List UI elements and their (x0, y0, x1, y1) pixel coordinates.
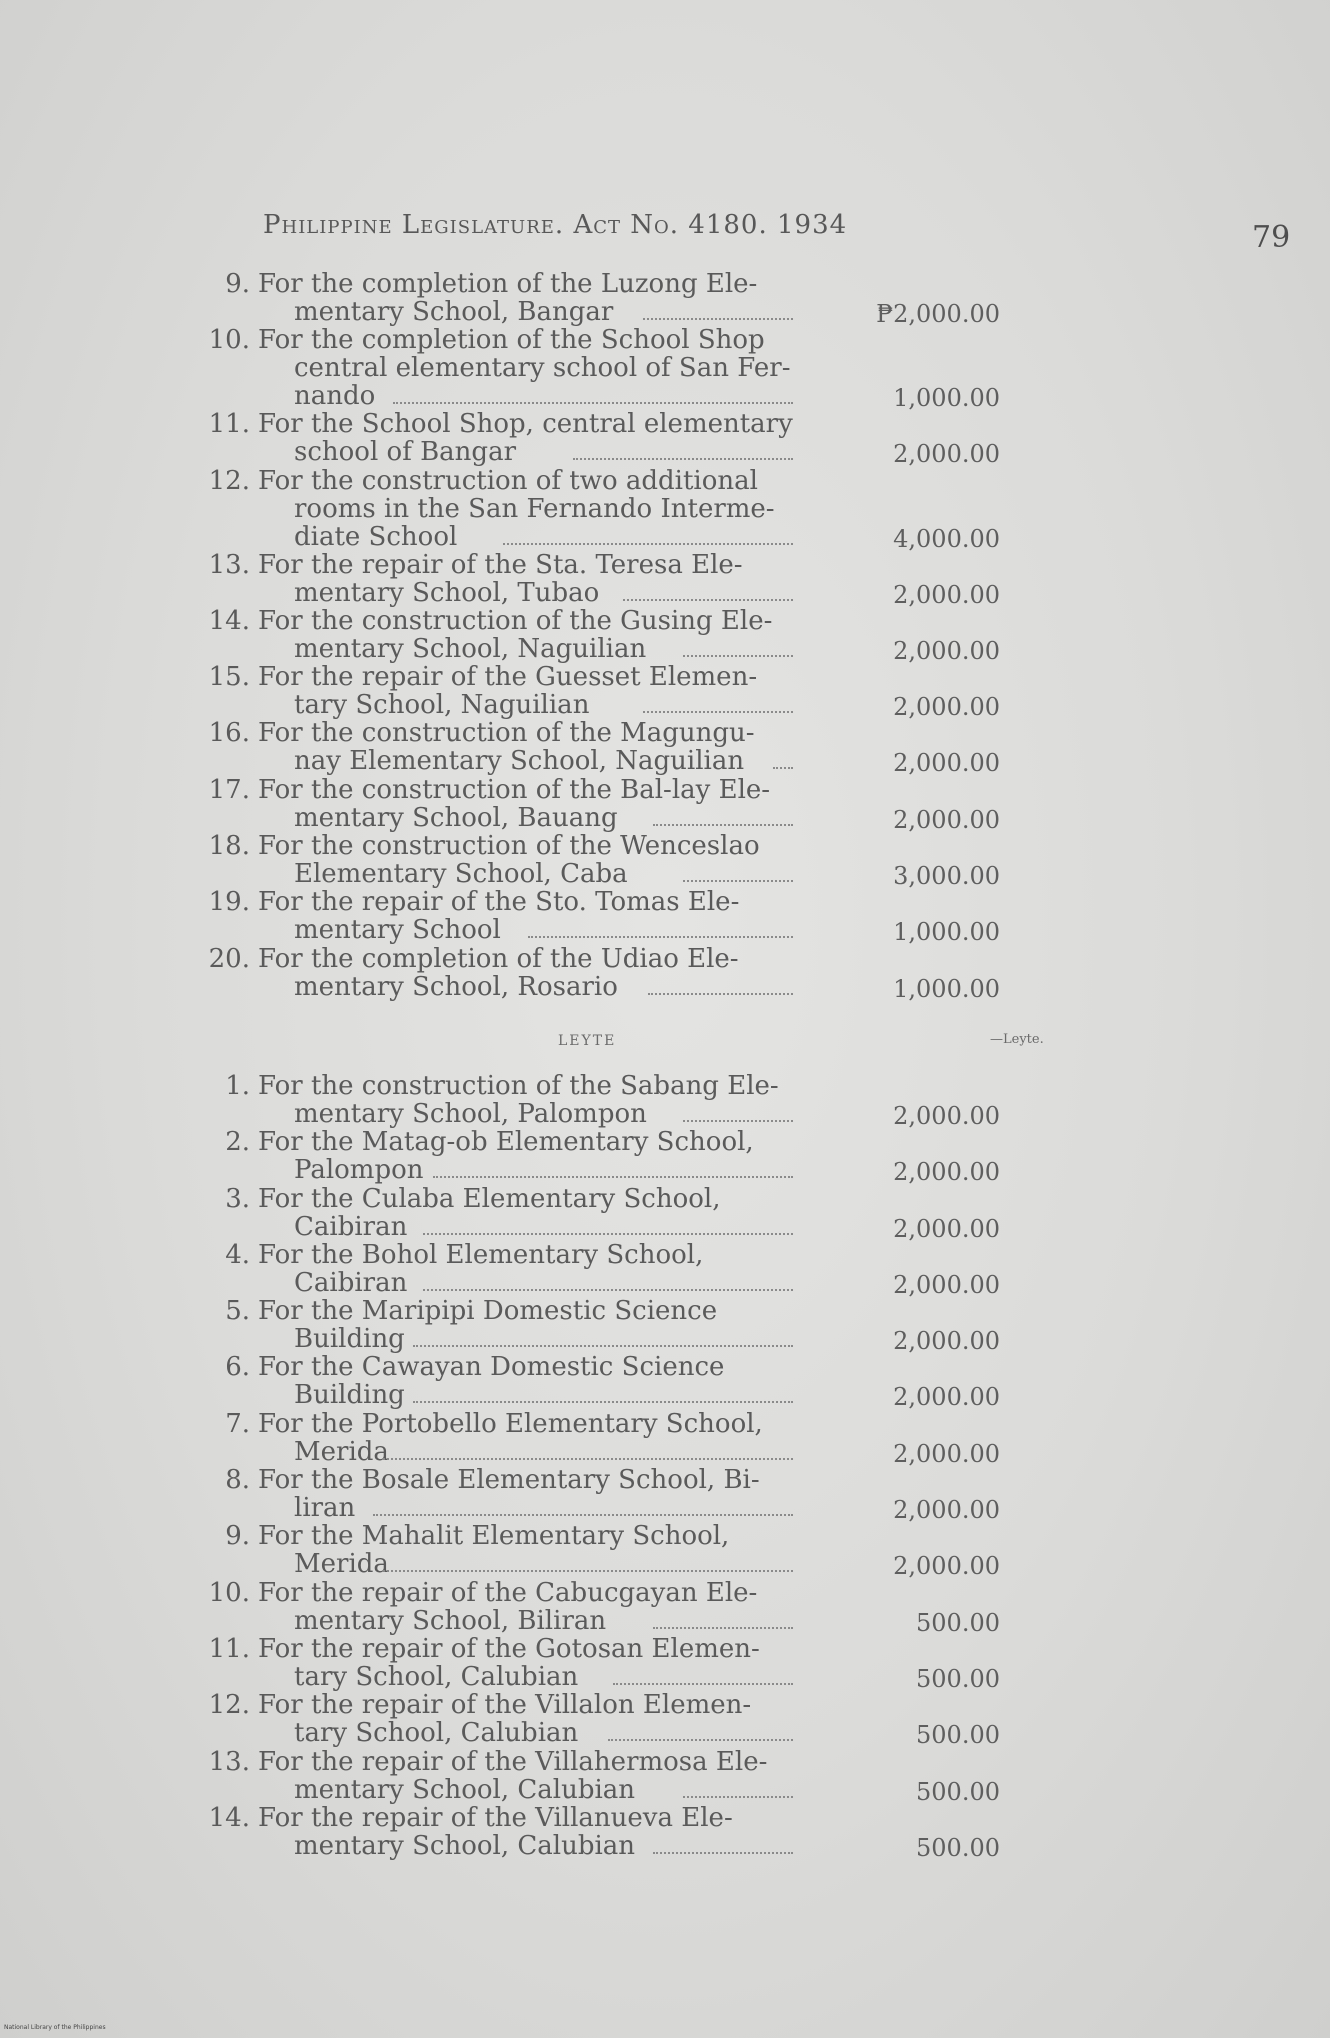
item-amount: 2,000.00 (893, 1214, 1000, 1243)
item-number: 7. (225, 1408, 250, 1439)
item-number: 13. (208, 549, 250, 580)
item-description: For the Bohol Elementary School, Caibiran (258, 1241, 793, 1297)
list-item (190, 887, 1090, 947)
list-item (190, 1635, 1090, 1691)
item-number: 2. (225, 1127, 250, 1158)
list-item (190, 467, 1090, 551)
item-amount: 2,000.00 (893, 693, 1000, 722)
list-item (190, 607, 1090, 663)
section-heading-leyte: LEYTE (558, 1033, 617, 1049)
item-amount: 500.00 (916, 1833, 1000, 1862)
item-number: 6. (225, 1352, 250, 1383)
item-description: For the Bosale Elementary School, Bi- liran (258, 1466, 793, 1522)
item-amount: 500.00 (916, 1608, 1000, 1637)
item-number: 10. (208, 325, 250, 356)
item-number: 16. (208, 718, 250, 749)
item-amount: ₱2,000.00 (876, 300, 1000, 328)
list-item (190, 1241, 1090, 1297)
item-amount: 1,000.00 (893, 974, 1000, 1003)
item-amount: 2,000.00 (893, 1439, 1000, 1468)
item-amount: 2,000.00 (893, 1496, 1000, 1525)
item-number: 15. (208, 662, 250, 693)
item-number: 17. (208, 774, 250, 805)
item-description: For the Portobello Elementary School, Merida (258, 1410, 793, 1466)
item-description: For the repair of the Sto. Tomas Ele- mentary School (258, 888, 793, 944)
item-amount: 1,000.00 (893, 918, 1000, 947)
item-description: For the repair of the Guesset Elemen- tary School, Naguilian (258, 663, 793, 719)
item-amount: 4,000.00 (893, 524, 1000, 553)
list-item (190, 831, 1090, 891)
list-item (190, 1690, 1090, 1750)
list-item (190, 1072, 1090, 1128)
item-amount: 2,000.00 (893, 1102, 1000, 1130)
list-item (190, 776, 1090, 832)
item-number: 11. (208, 1633, 250, 1664)
item-amount: 500.00 (916, 1721, 1000, 1750)
running-header: Philippine Legislature. Act No. 4180. 1934 (263, 210, 848, 240)
item-amount: 2,000.00 (893, 749, 1000, 778)
item-amount: 2,000.00 (893, 1383, 1000, 1412)
item-description: For the construction of two additional rooms in the San Fernando Interme- diate School (258, 467, 793, 551)
list-item (190, 1748, 1090, 1804)
item-description: For the repair of the Villanueva Ele- mentary School, Calubian (258, 1804, 793, 1860)
page-number: 79 (1252, 220, 1291, 255)
item-description: For the construction of the Wenceslao Elementary School, Caba (258, 832, 793, 888)
item-amount: 500.00 (916, 1777, 1000, 1806)
item-description: For the construction of the Sabang Ele- mentary School, Palompon (258, 1072, 793, 1128)
list-item (190, 1352, 1090, 1412)
item-number: 1. (225, 1071, 250, 1101)
item-amount: 1,000.00 (893, 384, 1000, 413)
list-item (190, 718, 1090, 778)
item-amount: 2,000.00 (893, 636, 1000, 665)
item-description: For the Maripipi Domestic Science Building (258, 1297, 793, 1353)
list-item (190, 1296, 1090, 1356)
margin-note: —Leyte. (990, 1032, 1044, 1047)
item-number: 14. (208, 1802, 250, 1833)
item-description: For the repair of the Gotosan Elemen- tary School, Calubian (258, 1635, 793, 1691)
list-item (190, 270, 1090, 326)
item-description: For the Cawayan Domestic Science Building (258, 1353, 793, 1409)
list-item (190, 1410, 1090, 1466)
item-amount: 2,000.00 (893, 580, 1000, 609)
list-item (190, 409, 1090, 469)
list-item (190, 325, 1090, 413)
item-description: For the repair of the Cabucgayan Ele- mentary School, Biliran (258, 1579, 793, 1635)
item-number: 20. (208, 943, 250, 974)
item-amount: 3,000.00 (893, 862, 1000, 891)
item-number: 10. (208, 1577, 250, 1608)
digitization-footer: National Library of the Philippines (4, 2024, 106, 2031)
item-amount: 500.00 (916, 1664, 1000, 1693)
item-number: 3. (225, 1183, 250, 1214)
item-number: 8. (225, 1465, 250, 1496)
item-number: 11. (208, 409, 250, 440)
item-description: For the construction of the Magungu- nay Elementary School, Naguilian (258, 719, 793, 775)
item-description: For the completion of the Luzong Ele- mentary School, Bangar (258, 270, 793, 326)
item-description: For the completion of the Udiao Ele- mentary School, Rosario (258, 945, 793, 1001)
list-item (190, 1521, 1090, 1581)
item-number: 13. (208, 1746, 250, 1777)
item-number: 19. (208, 887, 250, 918)
item-number: 9. (225, 1521, 250, 1552)
item-number: 5. (225, 1296, 250, 1327)
appropriation-list-leyte (190, 1072, 1090, 1860)
appropriation-list-la-union (190, 270, 1090, 1001)
item-number: 9. (225, 269, 250, 299)
item-number: 12. (208, 465, 250, 496)
item-number: 12. (208, 1690, 250, 1721)
item-description: For the Culaba Elementary School, Caibiran (258, 1185, 793, 1241)
item-amount: 2,000.00 (893, 1270, 1000, 1299)
item-amount: 2,000.00 (893, 1327, 1000, 1356)
item-description: For the Mahalit Elementary School, Merida (258, 1522, 793, 1578)
item-description: For the School Shop, central elementary school of Bangar (258, 409, 793, 468)
item-description: For the repair of the Villalon Elemen- tary School, Calubian (258, 1691, 793, 1747)
list-item (190, 1185, 1090, 1241)
item-amount: 2,000.00 (893, 1158, 1000, 1187)
list-item (190, 945, 1090, 1001)
list-item (190, 1127, 1090, 1187)
list-item (190, 551, 1090, 607)
item-amount: 2,000.00 (893, 440, 1000, 469)
item-amount: 2,000.00 (893, 1552, 1000, 1581)
list-item (190, 1465, 1090, 1525)
item-number: 14. (208, 605, 250, 636)
item-description: For the repair of the Villahermosa Ele- mentary School, Calubian (258, 1748, 793, 1804)
item-description: For the Matag-ob Elementary School, Palompon (258, 1128, 793, 1184)
item-description: For the repair of the Sta. Teresa Ele- mentary School, Tubao (258, 551, 793, 607)
list-item (190, 1804, 1090, 1860)
item-description: For the completion of the School Shop central elementary school of San Fer- nando (258, 326, 793, 410)
item-amount: 2,000.00 (893, 805, 1000, 834)
item-number: 4. (225, 1239, 250, 1270)
item-description: For the construction of the Bal-lay Ele- mentary School, Bauang (258, 776, 793, 832)
item-number: 18. (208, 831, 250, 862)
item-description: For the construction of the Gusing Ele- mentary School, Naguilian (258, 607, 793, 663)
list-item (190, 662, 1090, 722)
list-item (190, 1579, 1090, 1635)
